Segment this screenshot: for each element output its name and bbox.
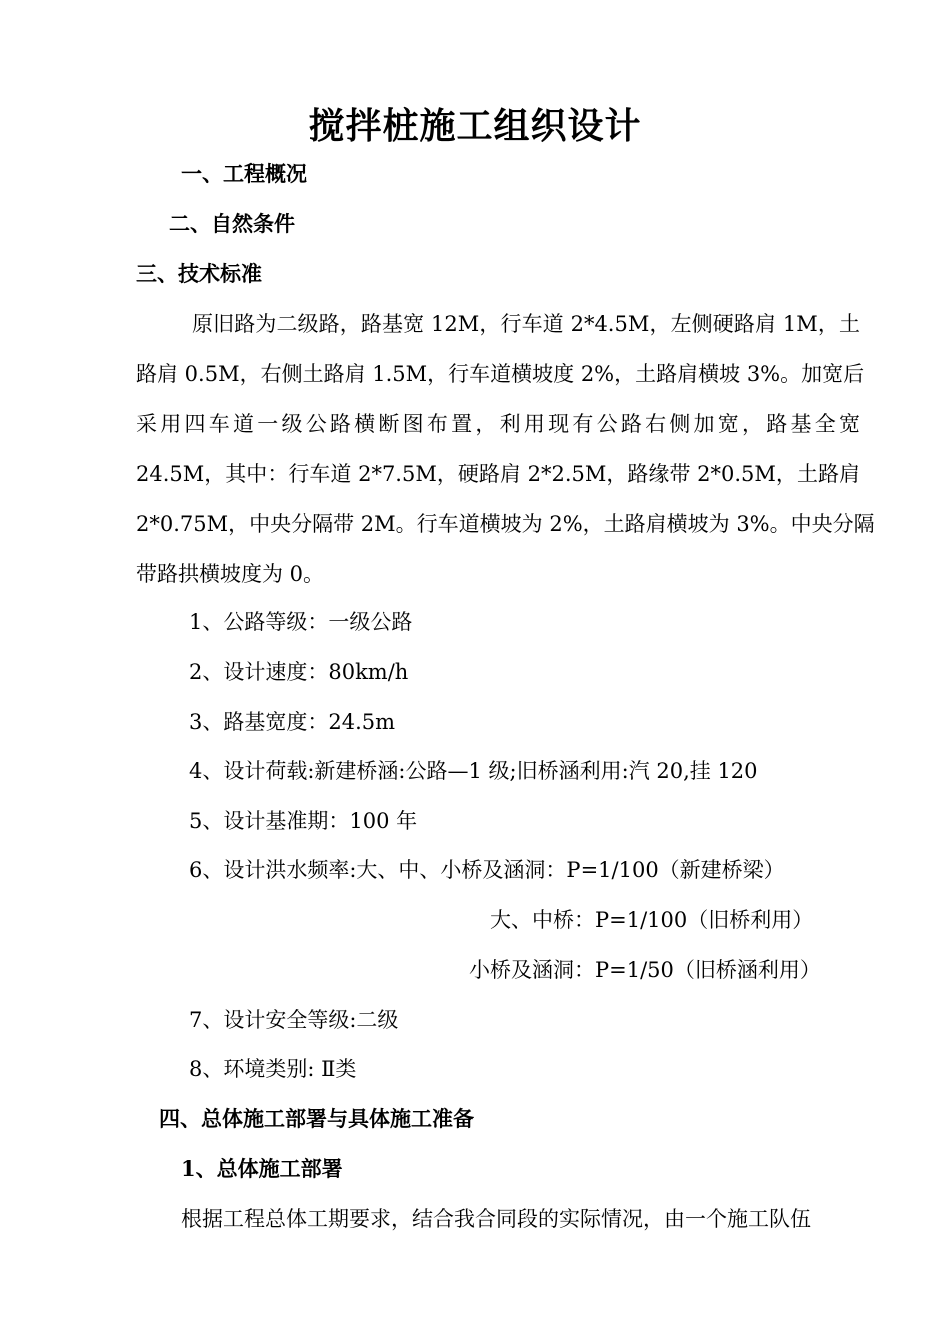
standard-item-design-speed: 2、设计速度：80km/h: [189, 660, 409, 684]
section-heading-natural-conditions: 二、自然条件: [169, 211, 295, 236]
section-heading-overview: 一、工程概况: [181, 161, 307, 186]
paragraph-line: 带路拱横坡度为 0。: [136, 562, 325, 586]
standard-item-subgrade-width: 3、路基宽度：24.5m: [189, 710, 396, 734]
standard-item-road-grade: 1、公路等级：一级公路: [189, 610, 413, 634]
paragraph-line: 24.5M，其中：行车道 2*7.5M，硬路肩 2*2.5M，路缘带 2*0.5M，土路肩: [136, 462, 860, 486]
paragraph-line: 原旧路为二级路，路基宽 12M，行车道 2*4.5M，左侧硬路肩 1M，土: [192, 312, 860, 336]
standard-item-reference-period: 5、设计基准期：100 年: [189, 809, 418, 833]
document-title: 搅拌桩施工组织设计: [308, 105, 642, 147]
flood-frequency-medium-bridge: 大、中桥：P=1/100（旧桥利用）: [490, 908, 814, 932]
standard-item-flood-frequency: 6、设计洪水频率:大、中、小桥及涵洞：P=1/100（新建桥梁）: [189, 858, 785, 882]
section-heading-technical-standards: 三、技术标准: [136, 261, 262, 286]
technical-standards-paragraph: [136, 310, 875, 610]
subsection-heading-overall-deployment: 1、总体施工部署: [181, 1156, 343, 1181]
standard-item-environment-class: 8、环境类别: Ⅱ类: [189, 1057, 357, 1081]
standard-item-design-load: 4、设计荷载:新建桥涵:公路—1 级;旧桥涵利用:汽 20,挂 120: [189, 759, 758, 783]
standard-item-safety-grade: 7、设计安全等级:二级: [189, 1008, 399, 1032]
paragraph-line: 路肩 0.5M，右侧土路肩 1.5M，行车道横坡度 2%，土路肩横坡 3%。加宽后: [136, 362, 865, 386]
paragraph-line: 采用四车道一级公路横断图布置，利用现有公路右侧加宽，路基全宽: [136, 412, 860, 436]
paragraph-line: 2*0.75M，中央分隔带 2M。行车道横坡为 2%，土路肩横坡为 3%。中央分隔: [136, 512, 875, 536]
section-heading-deployment: 四、总体施工部署与具体施工准备: [159, 1106, 474, 1131]
flood-frequency-small-bridge: 小桥及涵洞：P=1/50（旧桥涵利用）: [469, 958, 821, 982]
deployment-paragraph-line: 根据工程总体工期要求，结合我合同段的实际情况，由一个施工队伍: [181, 1207, 811, 1231]
